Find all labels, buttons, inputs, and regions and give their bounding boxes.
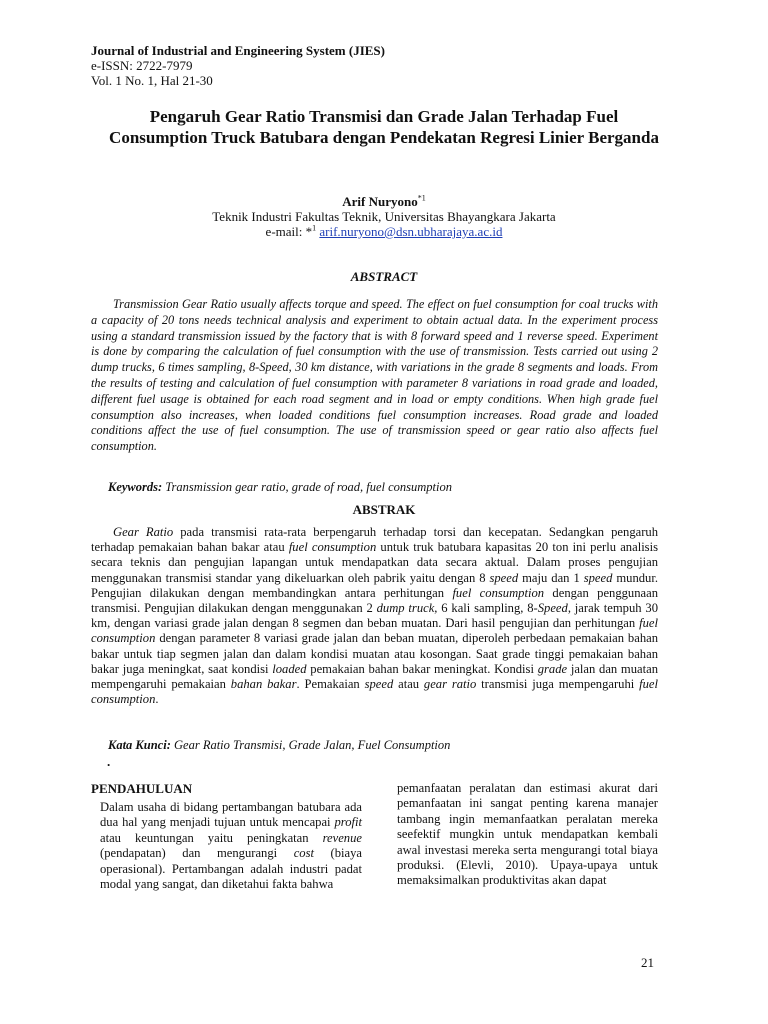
email-superscript: 1	[312, 223, 317, 233]
author-block	[120, 194, 648, 239]
page-number: 21	[641, 955, 654, 970]
abstrak-body: Gear Ratio pada transmisi rata-rata berpengaruh terhadap torsi dan kecepatan. Sedangkan pengaruh terhadap pemakaian bahan bakar atau fuel consumption untuk truk batubara kapasitas 20 ton ini perlu analisis secara teknis dan pengujian lapangan untuk mendapatkan data secara aktual. Dalam proses pengujian menggunakan transmisi standar yang dikeluarkan oleh pabrik yaitu dengan 8 speed maju dan 1 speed mundur. Pengujian dilakukan dengan membandingkan antara perhitungan fuel consumption dengan penggunaan transmisi. Pengujian dilakukan dengan menggunakan 2 dump truck, 6 kali sampling, 8-Speed, jarak tempuh 30 km, dengan variasi grade jalan dengan 8 segmen dan beban muatan. Dari hasil pengujian dan perhitungan fuel consumption dengan parameter 8 variasi grade jalan dan beban muatan, diperoleh perbedaan pemakaian bahan bakar untuk tiap segmen jalan dan dalam kondisi muatan atau kosongan. Saat grade tinggi pemakaian bahan bakar juga meningkat, saat kondisi loaded pemakaian bahan bakar meningkat. Kondisi grade jalan dan muatan mempengaruhi pemakaian bahan bakar. Pemakaian speed atau gear ratio transmisi juga mempengaruhi fuel consumption.	[91, 525, 659, 707]
abstrak-heading: ABSTRAK	[352, 502, 416, 517]
intro-right-column: pemanfaatan peralatan dan estimasi akurat dari pemanfaatan ini sangat penting karena manajer tambang ingin memanfaatkan peralatan mereka seefektif mungkin untuk mendapatkan kembali awal investasi mereka serta mengurangi total biaya produksi. (Elevli, 2010). Upaya-upaya untuk memaksimalkan produktivitas akan dapat	[397, 781, 658, 888]
author-email-link[interactable]: arif.nuryono@dsn.ubharajaya.ac.id	[319, 224, 503, 239]
author-name: Arif Nuryono	[342, 194, 418, 209]
keywords-text: Transmission gear ratio, grade of road, fuel consumption	[165, 480, 453, 494]
journal-name: Journal of Industrial and Engineering System (JIES)	[91, 43, 385, 58]
email-label: e-mail: *	[265, 224, 313, 239]
author-affiliation: Teknik Industri Fakultas Teknik, Universitas Bhayangkara Jakarta	[212, 209, 556, 224]
kata-kunci-line	[108, 738, 450, 753]
author-superscript: *1	[417, 193, 426, 203]
keywords-label: Keywords:	[108, 480, 163, 494]
keywords-line	[108, 480, 452, 495]
kata-kunci-text: Gear Ratio Transmisi, Grade Jalan, Fuel Consumption	[174, 738, 451, 752]
abstract-heading: ABSTRACT	[350, 269, 418, 284]
kata-kunci-label: Kata Kunci:	[108, 738, 171, 752]
journal-header	[91, 43, 385, 88]
trailing-dot: .	[107, 754, 111, 769]
intro-left-column: Dalam usaha di bidang pertambangan batubara ada dua hal yang menjadi tujuan untuk mencapai profit atau keuntungan yaitu peningkatan revenue (pendapatan) dan mengurangi cost (biaya operasional). Pertambangan adalah industri padat modal yang sangat, dan diketahui fakta bahwa	[100, 800, 362, 892]
abstract-body: Transmission Gear Ratio usually affects torque and speed. The effect on fuel consumption for coal trucks with a capacity of 20 tons needs technical analysis and experiment to obtain actual data. In the experiment process using a standard transmission issued by the factory that is with 8 forward speed and 1 reverse speed. Experiment is done by comparing the calculation of fuel consumption with the use of transmission. Tests carried out using 2 dump trucks, 6 times sampling, 8-Speed, 30 km distance, with variations in the grade 8 segments and loads. From the results of testing and calculation of fuel consumption with parameter 8 variations in road grade and loaded, different fuel usage is obtained for each road segment and in load or empty conditions. When high grade fuel consumption also increases, when loaded conditions fuel consumption increases. Road grade and loaded conditions affect the use of fuel consumption. The use of transmission speed or gear ratio also affects fuel consumption.	[91, 297, 658, 454]
pendahuluan-heading: PENDAHULUAN	[91, 781, 193, 796]
journal-volume: Vol. 1 No. 1, Hal 21-30	[91, 73, 213, 88]
journal-eissn: e-ISSN: 2722-7979	[91, 58, 193, 73]
paper-title: Pengaruh Gear Ratio Transmisi dan Grade Jalan Terhadap Fuel Consumption Truck Batubara dengan Pendekatan Regresi Linier Berganda	[109, 107, 659, 147]
